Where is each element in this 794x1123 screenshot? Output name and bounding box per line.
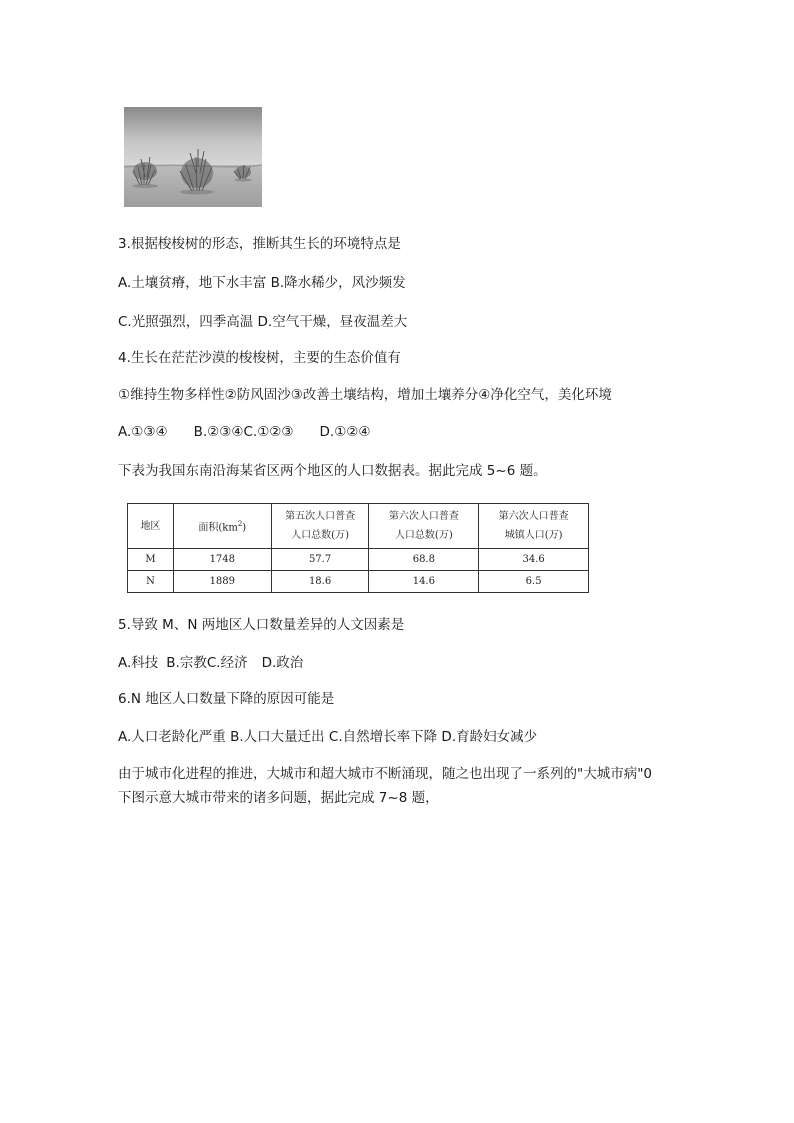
- question-3-options-cd: C.光照强烈，四季高温 D.空气干燥，昼夜温差大: [118, 314, 408, 330]
- cell-census6-urban: 6.5: [479, 571, 589, 593]
- question-4-stem: 4.生长在茫茫沙漠的梭梭树，主要的生态价值有: [118, 350, 401, 366]
- question-3-options-ab: A.土壤贫瘠，地下水丰富 B.降水稀少，风沙频发: [118, 275, 406, 291]
- intro-questions-5-6: 下表为我国东南沿海某省区两个地区的人口数据表。据此完成 5~6 题。: [118, 463, 547, 479]
- option-d: D.政治: [261, 655, 304, 671]
- question-6-stem: 6.N 地区人口数量下降的原因可能是: [118, 691, 335, 707]
- cell-census5-total: 57.7: [271, 549, 369, 571]
- cell-region: M: [128, 549, 174, 571]
- cell-census5-total: 18.6: [271, 571, 369, 593]
- desert-saxaul-photo: [124, 107, 262, 207]
- option-a: A.①③④: [118, 424, 168, 440]
- question-4-options: [118, 423, 371, 441]
- question-5-options: [118, 654, 303, 672]
- cell-region: N: [128, 571, 174, 593]
- cell-area: 1889: [173, 571, 271, 593]
- question-3-stem: 3.根据梭梭树的形态，推断其生长的环境特点是: [118, 236, 401, 252]
- option-b: B.宗教: [166, 655, 207, 671]
- intro-questions-7-8-line2: 下图示意大城市带来的诸多问题，据此完成 7~8 题，: [118, 790, 439, 806]
- question-6-options: A.人口老龄化严重 B.人口大量迁出 C.自然增长率下降 D.育龄妇女减少: [118, 729, 538, 745]
- cell-census6-urban: 34.6: [479, 549, 589, 571]
- population-data-table: [127, 503, 589, 593]
- option-c: C.经济: [206, 655, 248, 671]
- question-4-statements: ①维持生物多样性②防风固沙③改善土壤结构，增加土壤养分④净化空气，美化环境: [118, 387, 612, 403]
- option-a: A.科技: [118, 655, 159, 671]
- header-census6-total: 第六次人口普查 人口总数(万): [369, 504, 479, 549]
- header-census6-urban: 第六次人口普查 城镇人口(万): [479, 504, 589, 549]
- option-c: C.①②③: [243, 424, 294, 440]
- question-5-stem: 5.导致 M、N 两地区人口数量差异的人文因素是: [118, 617, 405, 633]
- table-row: [128, 549, 589, 571]
- cell-census6-total: 14.6: [369, 571, 479, 593]
- cell-census6-total: 68.8: [369, 549, 479, 571]
- cell-area: 1748: [173, 549, 271, 571]
- header-area: 面积$(km^2)$: [173, 504, 271, 549]
- table-row: [128, 571, 589, 593]
- table-header-row: [128, 504, 589, 549]
- option-d: D.①②④: [319, 424, 371, 440]
- header-region: 地区: [128, 504, 174, 549]
- intro-questions-7-8-line1: 由于城市化进程的推进，大城市和超大城市不断涌现，随之也出现了一系列的"大城市病"0: [118, 766, 653, 782]
- option-b: B.②③④: [193, 424, 244, 440]
- header-census5-total: 第五次人口普查 人口总数(万): [271, 504, 369, 549]
